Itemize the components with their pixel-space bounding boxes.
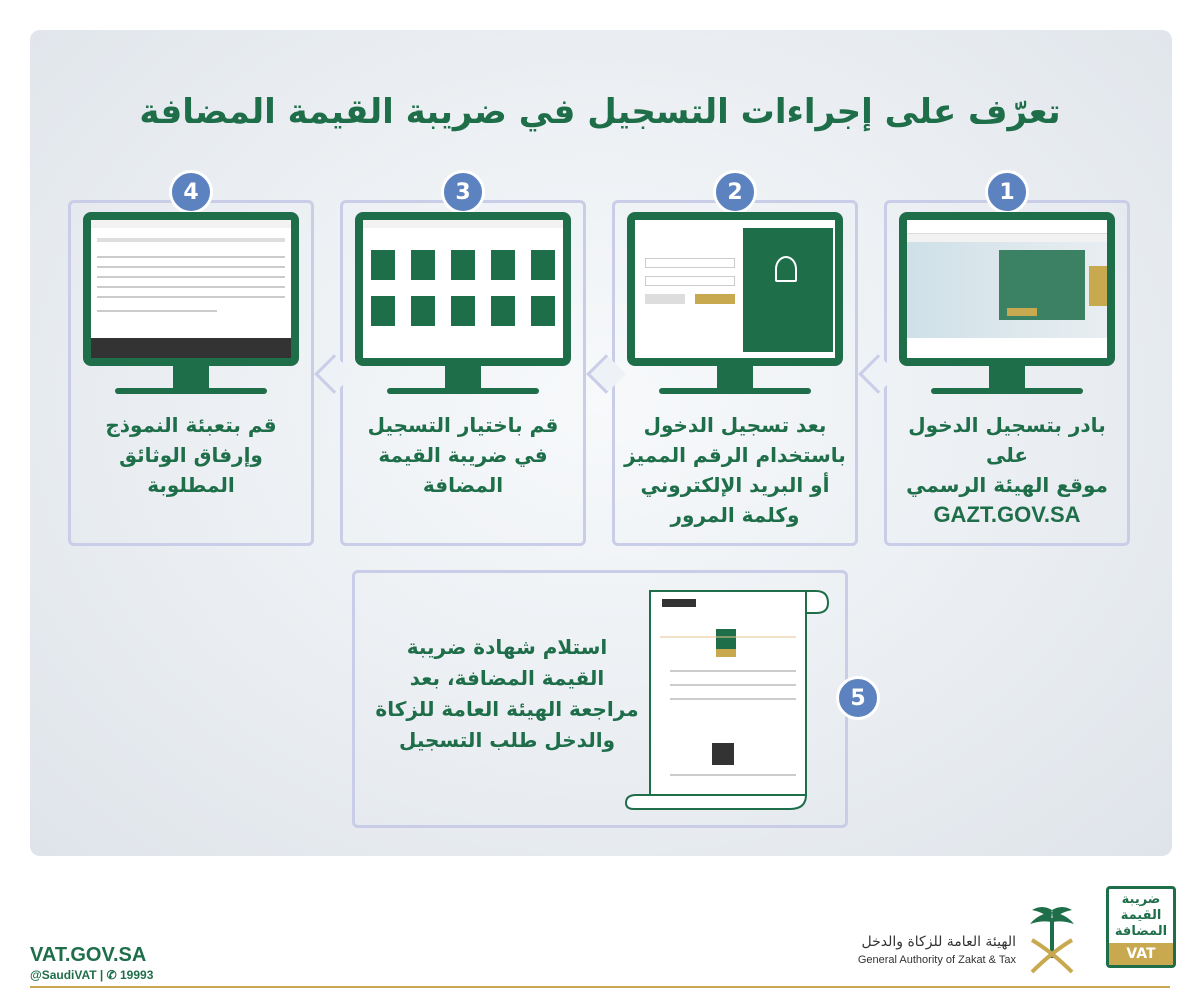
step-text-5: استلام شهادة ضريبة القيمة المضافة، بعد مراجعة الهيئة العامة للزكاة والدخل طلب التسجيل	[375, 635, 639, 752]
page-title: تعرّف على إجراءات التسجيل في ضريبة القيمة المضافة	[139, 92, 1061, 132]
certificate-icon	[620, 585, 832, 811]
step-number-3: 3	[441, 170, 485, 214]
org-name-arabic: الهيئة العامة للزكاة والدخل	[861, 934, 1016, 950]
screen-gazt-website	[899, 212, 1115, 366]
screen-dashboard	[355, 212, 571, 366]
step-number-4: 4	[169, 170, 213, 214]
palm-swords-logo-icon	[1024, 900, 1080, 980]
step-number-2: 2	[713, 170, 757, 214]
step-number-5: 5	[836, 676, 880, 720]
monitor-icon	[83, 212, 299, 394]
org-name-english: General Authority of Zakat & Tax	[857, 954, 1016, 966]
vat-badge-logo: ضريبة القيمة المضافة VAT	[1106, 886, 1176, 968]
step-text-1: بادر بتسجيل الدخول على موقع الهيئة الرسمي GAZT.GOV.SA	[906, 413, 1108, 527]
step-text-3: قم باختيار التسجيل في ضريبة القيمة المضافة	[367, 413, 559, 497]
step-number-1: 1	[985, 170, 1029, 214]
step-text-2: بعد تسجيل الدخول باستخدام الرقم المميز أو البريد الإلكتروني وكلمة المرور	[624, 413, 846, 527]
footer-social: @SaudiVAT | ✆ 19993	[30, 968, 154, 982]
monitor-icon	[899, 212, 1115, 394]
footer-divider	[30, 986, 1170, 988]
screen-form	[83, 212, 299, 366]
step-text-4: قم بتعبئة النموذج وإرفاق الوثائق المطلوبة	[105, 413, 277, 497]
screen-login	[627, 212, 843, 366]
footer-url: VAT.GOV.SA	[30, 944, 147, 966]
monitor-icon	[355, 212, 571, 394]
monitor-icon	[627, 212, 843, 394]
